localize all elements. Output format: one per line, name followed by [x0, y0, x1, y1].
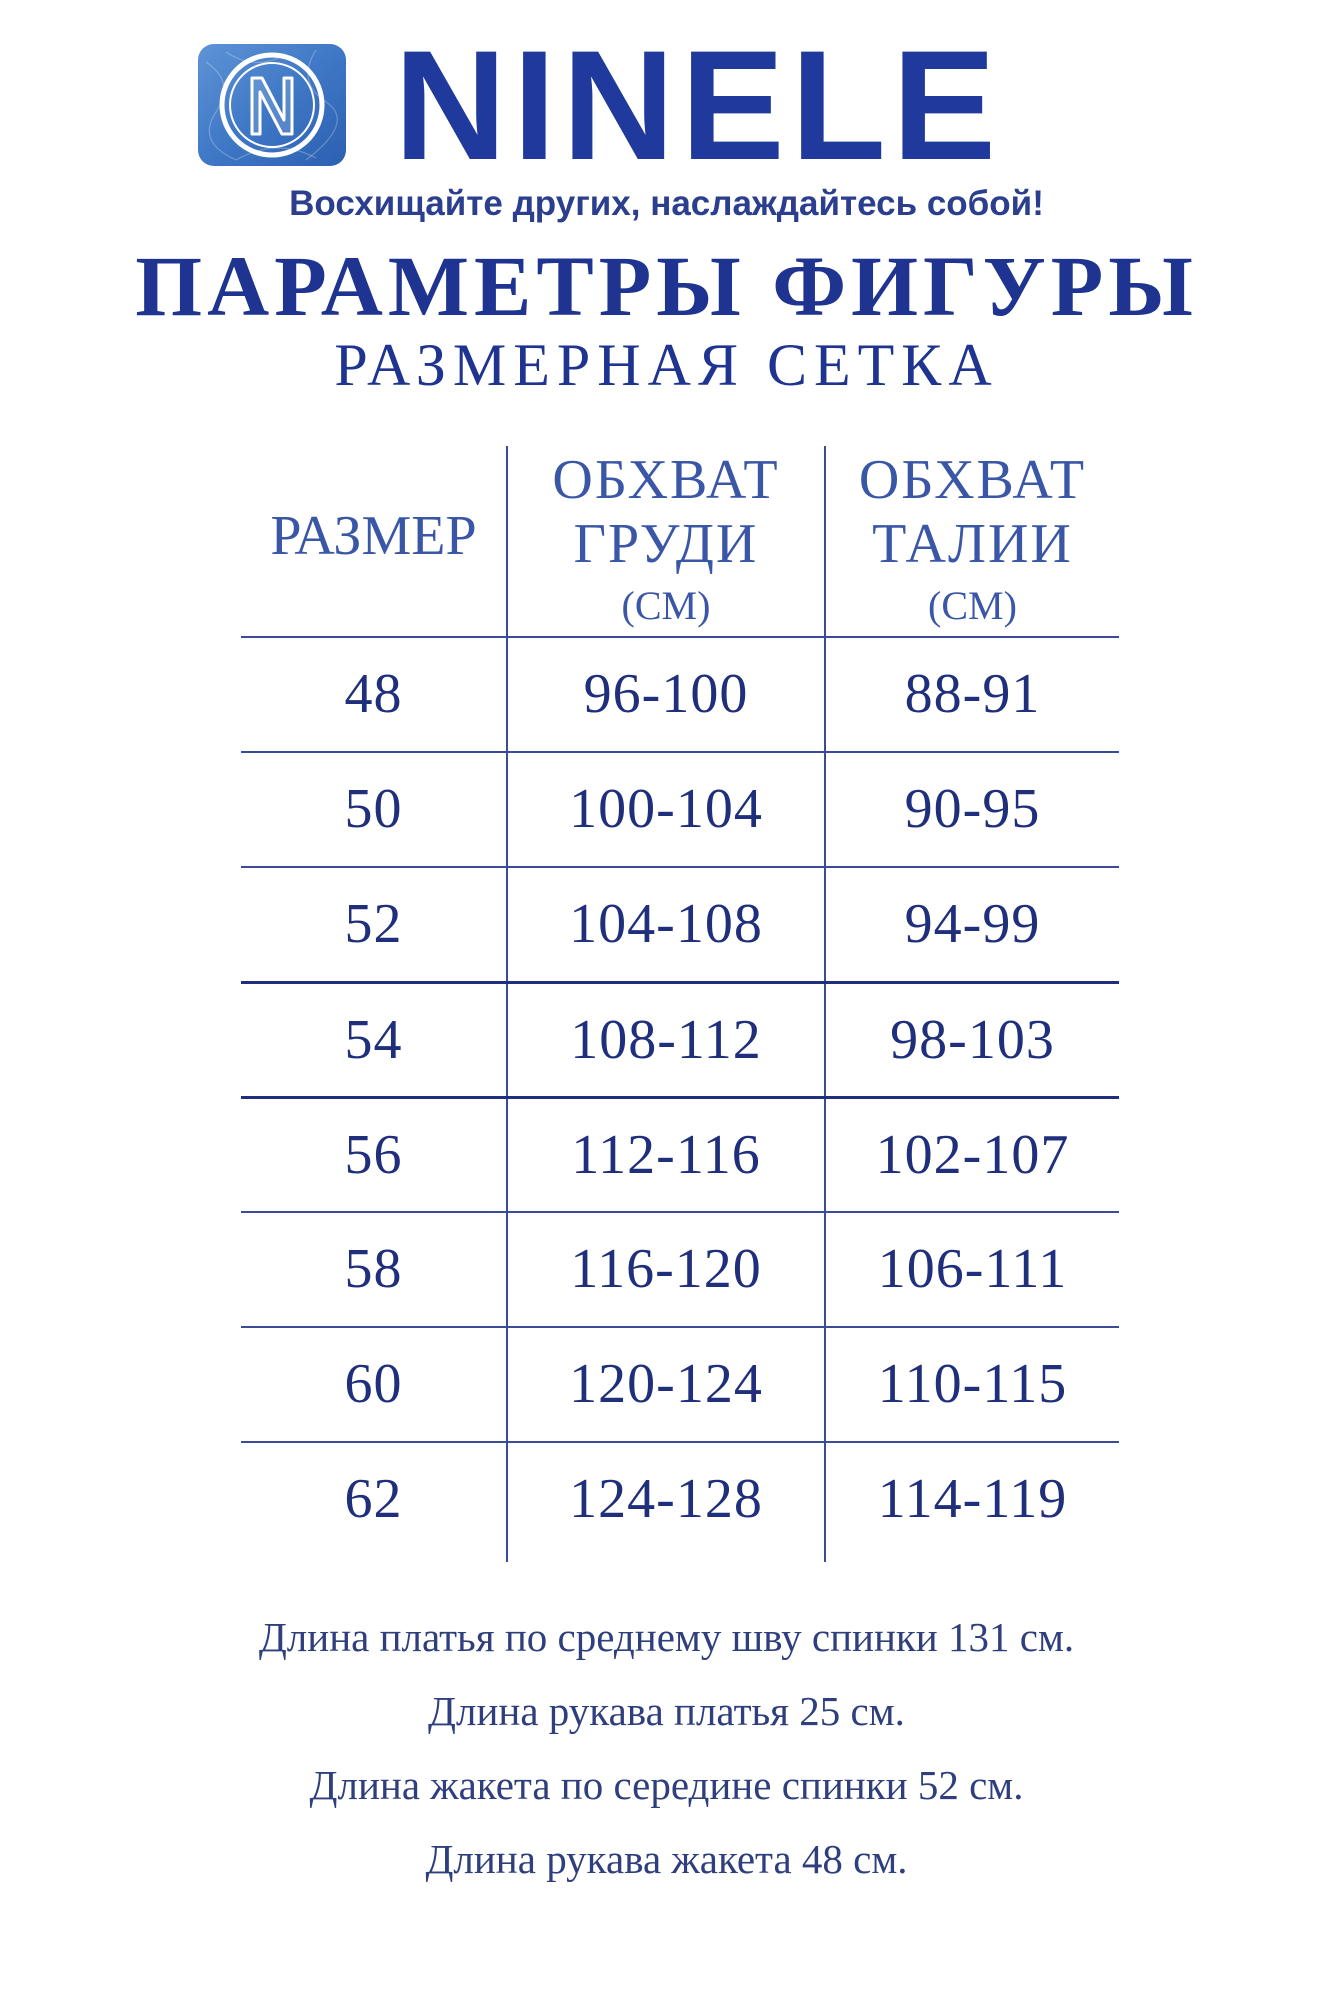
table-row [241, 1326, 1119, 1441]
note-dress-length: Длина платья по среднему шву спинки 131 см. [258, 1614, 1075, 1660]
header-size [241, 446, 506, 636]
cell-size: 54 [344, 1009, 403, 1071]
cell-chest: 112-116 [571, 1124, 761, 1186]
cell-waist: 98-103 [890, 1009, 1055, 1071]
table-row [241, 751, 1119, 866]
brand-logo [196, 19, 1166, 193]
cell-waist: 106-111 [877, 1238, 1068, 1300]
header-chest-line1: ОБХВАТ [552, 449, 780, 511]
table-row [241, 1441, 1119, 1556]
cell-waist: 114-119 [877, 1468, 1068, 1530]
n-emblem-icon [196, 42, 348, 168]
table-header [241, 446, 1119, 636]
table-row [241, 636, 1119, 751]
garment-notes [0, 1600, 1333, 1896]
header-chest-line2: ГРУДИ [573, 513, 759, 575]
cell-chest: 108-112 [570, 1009, 762, 1071]
cell-chest: 124-128 [569, 1468, 763, 1530]
cell-chest: 120-124 [569, 1353, 763, 1415]
cell-size: 48 [344, 663, 403, 725]
header-chest-unit: (СМ) [621, 583, 711, 628]
table-row [241, 866, 1119, 981]
table-row [241, 1211, 1119, 1326]
header-waist-line2: ТАЛИИ [872, 513, 1073, 575]
cell-size: 56 [344, 1124, 403, 1186]
brand-name: NINELE [394, 19, 1003, 193]
slogan: Восхищайте других, наслаждайтесь собой! [289, 184, 1044, 223]
note-dress-sleeve: Длина рукава платья 25 см. [428, 1688, 905, 1734]
note-jacket-sleeve: Длина рукава жакета 48 см. [425, 1836, 908, 1882]
table-body [241, 636, 1119, 1556]
cell-chest: 104-108 [569, 893, 763, 955]
page-title: ПАРАМЕТРЫ ФИГУРЫ [135, 238, 1198, 334]
table-row [241, 981, 1119, 1096]
cell-waist: 102-107 [875, 1124, 1070, 1186]
cell-chest: 116-120 [570, 1238, 762, 1300]
cell-waist: 88-91 [904, 663, 1041, 725]
page-subtitle: РАЗМЕРНАЯ СЕТКА [334, 332, 999, 398]
cell-size: 50 [344, 778, 403, 840]
header-chest [508, 446, 824, 636]
header-waist-line1: ОБХВАТ [858, 449, 1087, 511]
note-jacket-length: Длина жакета по середине спинки 52 см. [309, 1762, 1024, 1808]
cell-chest: 96-100 [583, 663, 749, 725]
table-row [241, 1096, 1119, 1211]
cell-waist: 90-95 [904, 778, 1041, 840]
cell-size: 62 [344, 1468, 403, 1530]
header-waist [826, 446, 1119, 636]
cell-waist: 94-99 [904, 893, 1041, 955]
cell-size: 60 [344, 1353, 403, 1415]
cell-size: 52 [344, 893, 403, 955]
cell-waist: 110-115 [877, 1353, 1068, 1415]
cell-size: 58 [344, 1238, 403, 1300]
header-size-label: РАЗМЕР [270, 505, 477, 567]
header-waist-unit: (СМ) [928, 583, 1017, 628]
cell-chest: 100-104 [569, 778, 763, 840]
